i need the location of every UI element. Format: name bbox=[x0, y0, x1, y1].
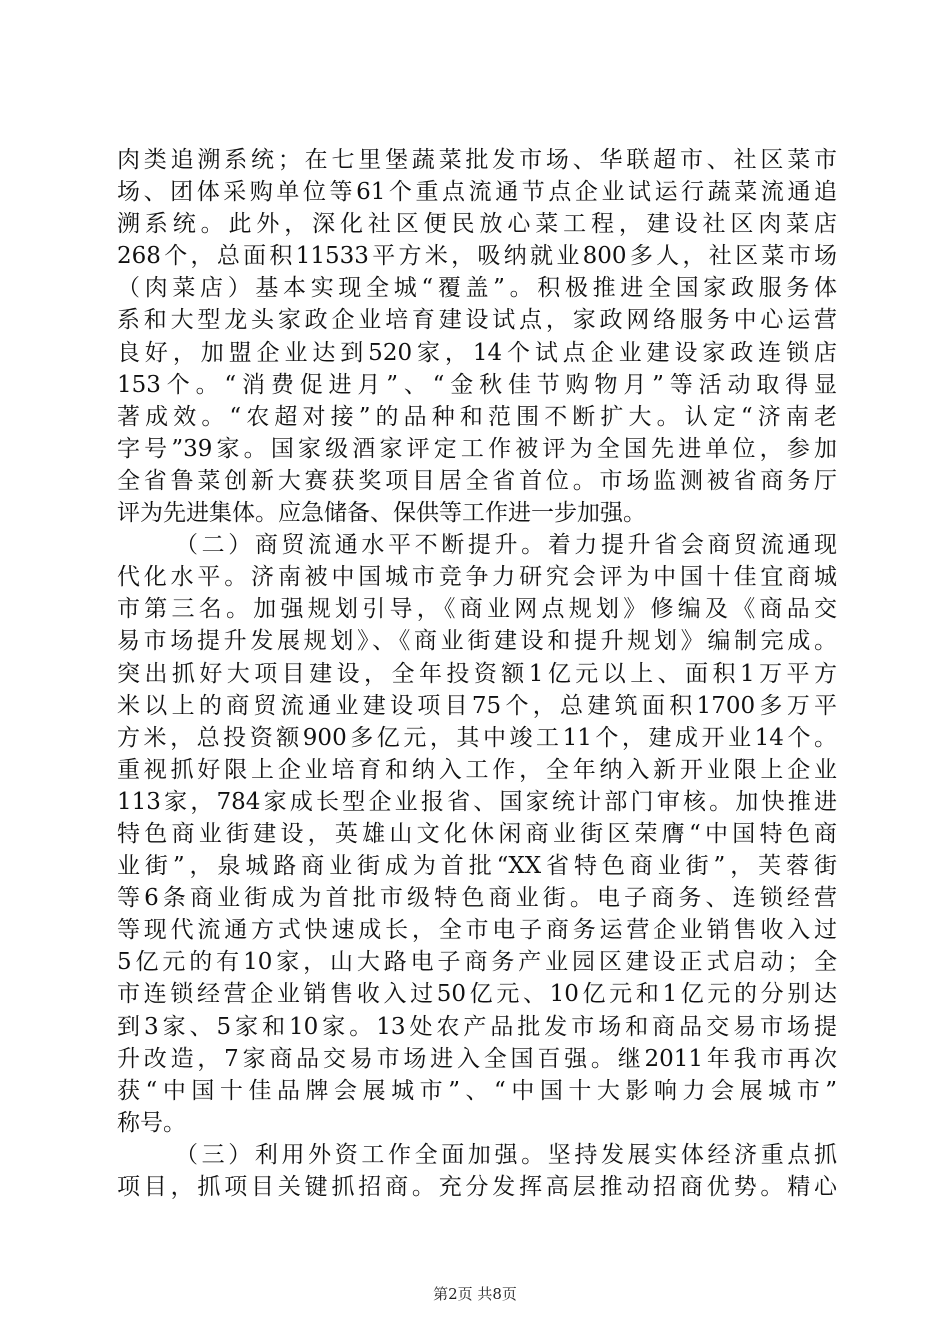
text-line: 特色商业街建设，英雄山文化休闲商业街区荣膺“中国特色商 bbox=[117, 820, 837, 847]
text-line: 5亿元的有10家，山大路电子商务产业园区建设正式启动；全 bbox=[117, 949, 837, 976]
text-line: 系和大型龙头家政企业培育建设试点，家政网络服务中心运营 bbox=[117, 307, 837, 334]
text-line: 市第三名。加强规划引导，《商业网点规划》修编及《商品交 bbox=[117, 596, 837, 623]
text-line: 等现代流通方式快速成长，全市电子商务运营企业销售收入过 bbox=[117, 917, 837, 944]
text-line: 评为先进集体。应急储备、保供等工作进一步加强。 bbox=[117, 500, 646, 527]
text-line: 市连锁经营企业销售收入过50亿元、10亿元和1亿元的分别达 bbox=[117, 981, 837, 1008]
text-line: 获“中国十佳品牌会展城市”、“中国十大影响力会展城市” bbox=[117, 1077, 837, 1104]
text-line: 良好，加盟企业达到520家，14个试点企业建设家政连锁店 bbox=[117, 339, 837, 366]
page-footer bbox=[0, 1283, 950, 1304]
page-number: 第2页 共8页 bbox=[433, 1285, 517, 1303]
text-line: 代化水平。济南被中国城市竞争力研究会评为中国十佳宜商城 bbox=[117, 564, 837, 591]
section-heading-line: （三）利用外资工作全面加强。坚持发展实体经济重点抓 bbox=[175, 1141, 837, 1168]
text-line: 方米，总投资额900多亿元，其中竣工11个，建成开业14个。 bbox=[117, 724, 837, 751]
text-line: 场、团体采购单位等61个重点流通节点企业试运行蔬菜流通追 bbox=[117, 179, 837, 206]
text-line: 升改造，7家商品交易市场进入全国百强。继2011年我市再次 bbox=[117, 1045, 837, 1072]
body-text bbox=[117, 144, 837, 1203]
text-line: 重视抓好限上企业培育和纳入工作，全年纳入新开业限上企业 bbox=[117, 756, 837, 783]
text-line: （肉菜店）基本实现全城“覆盖”。积极推进全国家政服务体 bbox=[117, 275, 837, 302]
text-line: 业街”，泉城路商业街成为首批“XX省特色商业街”，芙蓉街 bbox=[117, 853, 837, 880]
text-line: 153个。“消费促进月”、“金秋佳节购物月”等活动取得显 bbox=[117, 371, 837, 398]
text-line: 字号”39家。国家级酒家评定工作被评为全国先进单位，参加 bbox=[117, 435, 837, 462]
text-line: 称号。 bbox=[117, 1109, 186, 1136]
text-line: 项目，抓项目关键抓招商。充分发挥高层推动招商优势。精心 bbox=[117, 1174, 837, 1200]
text-line: 突出抓好大项目建设，全年投资额1亿元以上、面积1万平方 bbox=[117, 660, 837, 687]
text-line: 等6条商业街成为首批市级特色商业街。电子商务、连锁经营 bbox=[117, 885, 837, 912]
section-heading-line: （二）商贸流通水平不断提升。着力提升省会商贸流通现 bbox=[175, 532, 837, 559]
text-line: 易市场提升发展规划》、《商业街建设和提升规划》编制完成。 bbox=[117, 628, 837, 655]
text-line: 肉类追溯系统；在七里堡蔬菜批发市场、华联超市、社区菜市 bbox=[117, 147, 837, 173]
text-line: 米以上的商贸流通业建设项目75个，总建筑面积1700多万平 bbox=[117, 692, 837, 719]
text-line: 268个，总面积11533平方米，吸纳就业800多人，社区菜市场 bbox=[117, 243, 837, 270]
text-line: 113家，784家成长型企业报省、国家统计部门审核。加快推进 bbox=[117, 788, 837, 815]
text-line: 到3家、5家和10家。13处农产品批发市场和商品交易市场提 bbox=[117, 1013, 837, 1040]
text-line: 著成效。“农超对接”的品种和范围不断扩大。认定“济南老 bbox=[117, 403, 837, 430]
text-line: 全省鲁菜创新大赛获奖项目居全省首位。市场监测被省商务厅 bbox=[117, 467, 837, 494]
text-line: 溯系统。此外，深化社区便民放心菜工程，建设社区肉菜店 bbox=[117, 211, 837, 238]
